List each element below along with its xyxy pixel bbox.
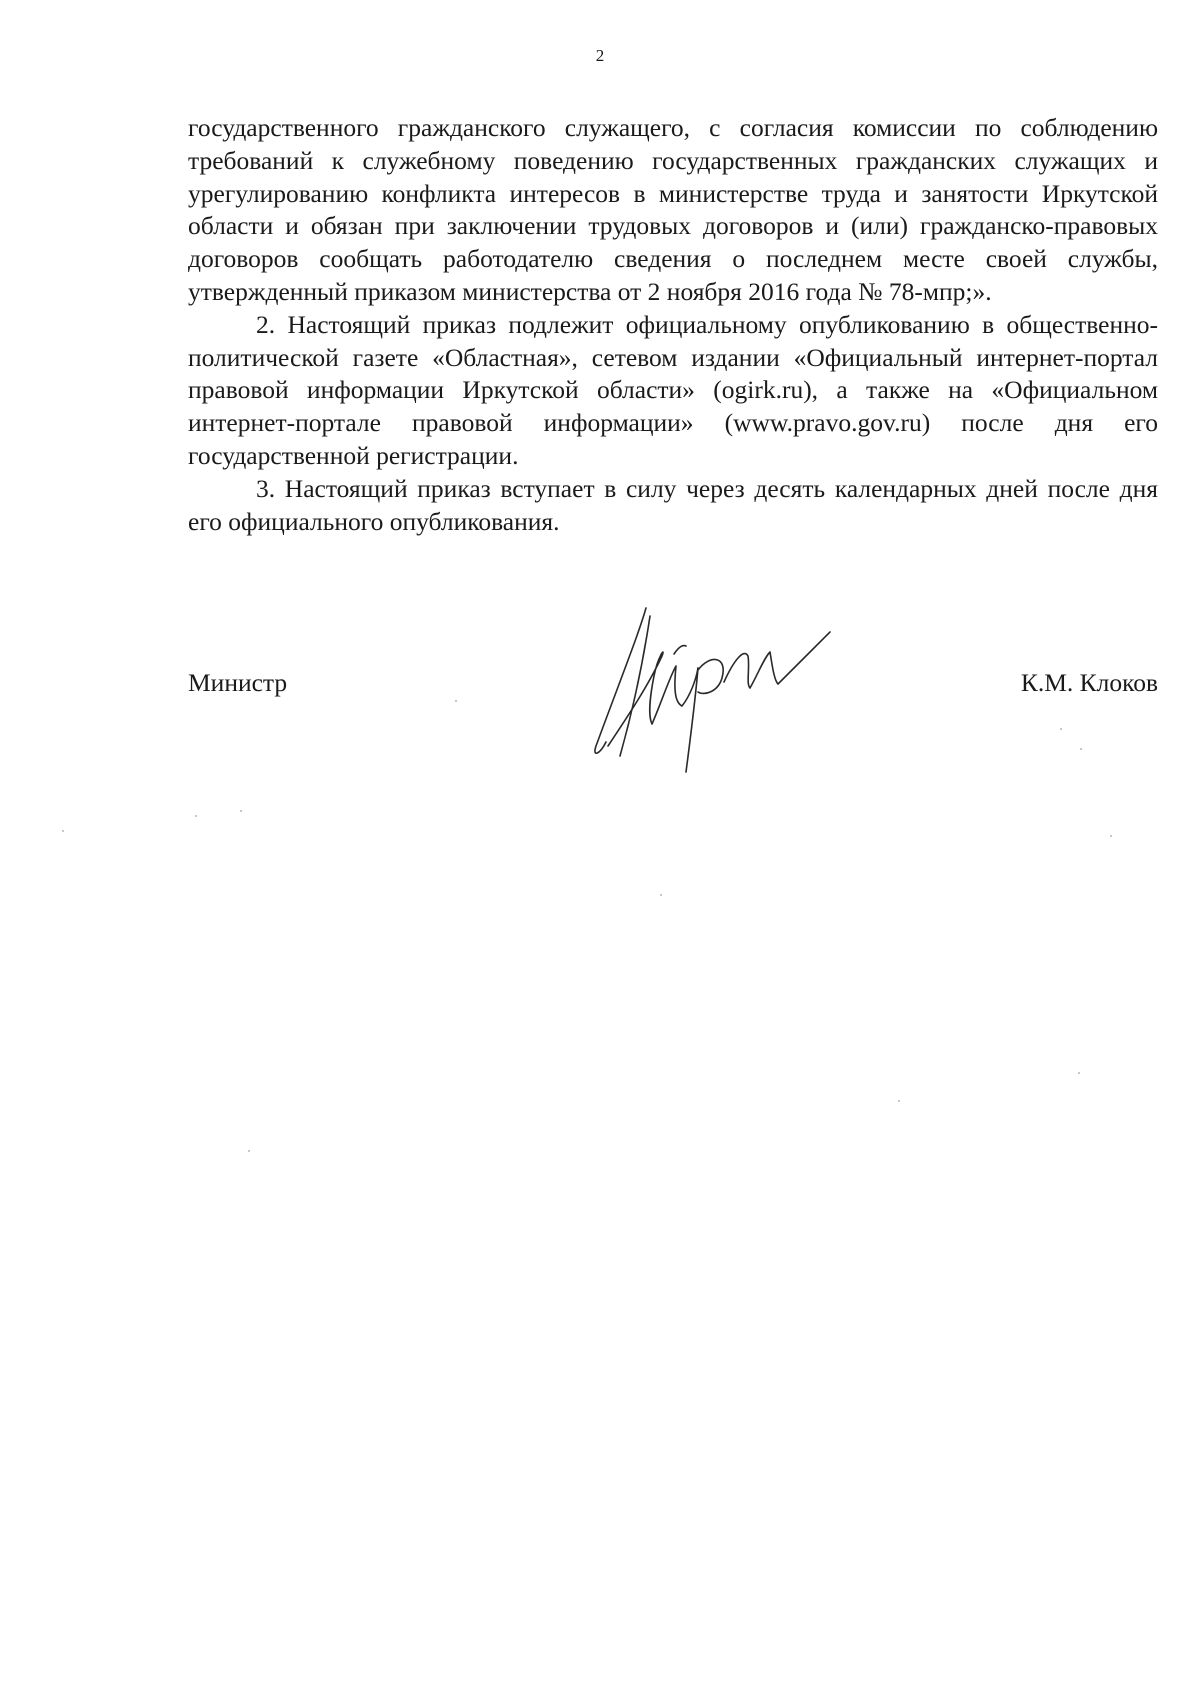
paragraph-item-3: 3. Настоящий приказ вступает в силу через десять календарных дней после дня его официального опубликования. (188, 473, 1158, 536)
handwritten-signature (578, 596, 898, 776)
paragraph-item-2: 2. Настоящий приказ подлежит официальному опубликованию в общественно-политической газете «Областная», сетевом издании «Официальный интернет-портал правовой информации Иркутской области» (ogirk.ru), а также на «Официальном интернет-портале правовой информации» (www.pravo.gov.ru) после дня его государственной регистрации. (188, 309, 1158, 470)
signer-title: Министр (188, 668, 288, 697)
document-body (188, 112, 1158, 538)
paragraph-continuation: государственного гражданского служащего, с согласия комиссии по соблюдению требований к служебному поведению государственных гражданских служащих и урегулированию конфликта интересов в министерстве труда и занятости Иркутской области и обязан при заключении трудовых договоров и (или) гражданско-правовых договоров сообщать работодателю сведения о последнем месте своей службы, утвержденный приказом министерства от 2 ноября 2016 года № 78-мпр;». (188, 113, 1158, 306)
page-number: 2 (595, 46, 605, 65)
signer-name: К.М. Клоков (1020, 668, 1158, 697)
